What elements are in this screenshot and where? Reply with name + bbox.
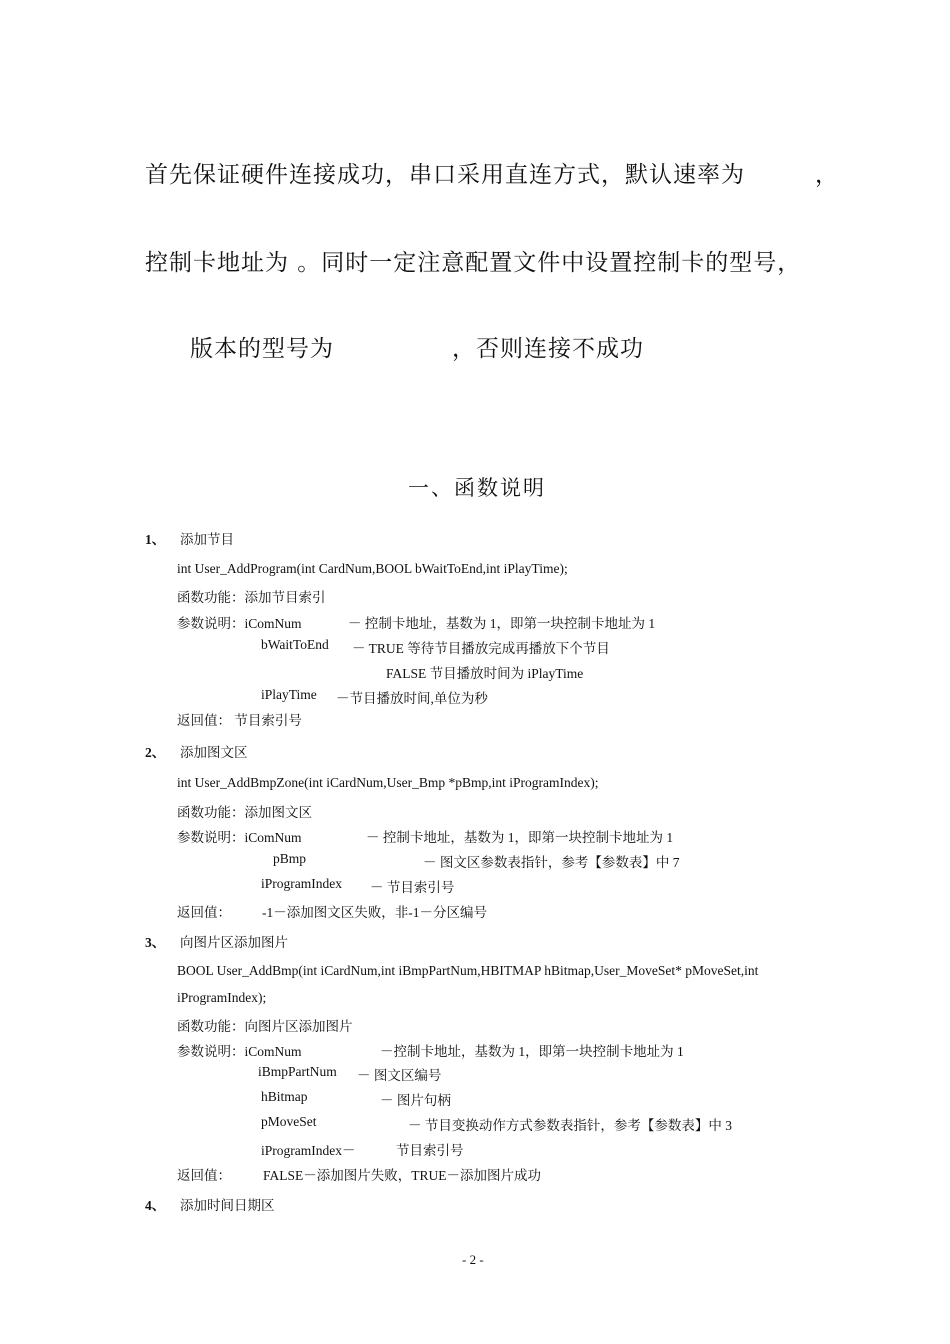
section-3-function: 函数功能：向图片区添加图片: [177, 1019, 353, 1034]
section-2-function: 函数功能：添加图文区: [177, 805, 312, 820]
section-1-param-3-name: iPlayTime: [261, 687, 317, 702]
section-1-param-2-name: bWaitToEnd: [261, 637, 329, 652]
section-3-param-label: 参数说明：iComNum: [177, 1044, 302, 1059]
intro-line-3-a: 版本的型号为: [190, 336, 334, 362]
section-1-function: 函数功能：添加节目索引: [177, 590, 326, 605]
intro-line-1-a: 首先保证硬件连接成功，串口采用直连方式，默认速率为: [145, 162, 745, 188]
section-1-return: 返回值： 节目索引号: [177, 713, 302, 728]
section-3-param-3-name: hBitmap: [261, 1089, 308, 1104]
section-3-declaration: BOOL User_AddBmp(int iCardNum,int iBmpPartNum,HBITMAP hBitmap,User_MoveSet* pMoveSet,int: [177, 963, 759, 978]
section-1-declaration: int User_AddProgram(int CardNum,BOOL bWaitToEnd,int iPlayTime);: [177, 561, 568, 576]
section-2-param-2-desc: － 图文区参数表指针，参考【参数表】中 7: [423, 855, 680, 870]
section-2-param-2-name: pBmp: [273, 851, 307, 866]
section-2-title: 添加图文区: [180, 745, 248, 761]
section-heading: 一、函数说明: [408, 476, 546, 500]
section-3-return-value: FALSE－添加图片失败，TRUE－添加图片成功: [263, 1168, 542, 1183]
section-3-param-5-desc: 节目索引号: [396, 1143, 464, 1158]
section-2-return-value: -1－添加图文区失败，非-1－分区编号: [262, 905, 487, 920]
section-1-param-1-desc: － 控制卡地址，基数为 1，即第一块控制卡地址为 1: [348, 616, 656, 631]
section-3-declaration-2: iProgramIndex);: [177, 990, 267, 1005]
section-1-title: 添加节目: [180, 532, 234, 548]
intro-line-2: 控制卡地址为 。同时一定注意配置文件中设置控制卡的型号，: [145, 250, 802, 276]
intro-line-3-b: ，否则连接不成功: [452, 336, 644, 362]
section-3-param-2-name: iBmpPartNum: [258, 1064, 337, 1079]
section-3-number: 3、: [145, 935, 166, 950]
section-3-param-5-name: iProgramIndex－: [261, 1143, 356, 1158]
section-1-param-2-desc: － TRUE 等待节目播放完成再播放下个节目: [352, 641, 610, 656]
intro-line-1-b: ，: [815, 162, 839, 188]
section-2-param-3-name: iProgramIndex: [261, 876, 342, 891]
section-4-title: 添加时间日期区: [180, 1198, 275, 1214]
section-3-param-4-name: pMoveSet: [261, 1114, 317, 1129]
section-2-number: 2、: [145, 745, 166, 760]
section-1-param-label: 参数说明：iComNum: [177, 616, 302, 631]
section-1-number: 1、: [145, 532, 166, 547]
page-number: - 2 -: [462, 1252, 484, 1267]
section-2-return-label: 返回值：: [177, 905, 231, 920]
section-2-param-1-desc: － 控制卡地址，基数为 1，即第一块控制卡地址为 1: [366, 830, 674, 845]
section-3-param-1-desc: －控制卡地址，基数为 1，即第一块控制卡地址为 1: [380, 1044, 684, 1059]
section-3-param-2-desc: － 图文区编号: [357, 1068, 442, 1083]
section-2-declaration: int User_AddBmpZone(int iCardNum,User_Bmp *pBmp,int iProgramIndex);: [177, 775, 599, 790]
section-3-title: 向图片区添加图片: [180, 935, 288, 951]
section-3-param-4-desc: － 节目变换动作方式参数表指针，参考【参数表】中 3: [408, 1118, 732, 1133]
section-2-param-label: 参数说明：iComNum: [177, 830, 302, 845]
section-4-number: 4、: [145, 1198, 166, 1213]
section-1-param-3-desc: －节目播放时间,单位为秒: [336, 691, 488, 706]
section-1-param-2-desc-2: FALSE 节目播放时间为 iPlayTime: [386, 666, 584, 681]
section-3-return-label: 返回值：: [177, 1168, 231, 1183]
section-2-param-3-desc: － 节目索引号: [370, 880, 455, 895]
section-3-param-3-desc: － 图片句柄: [380, 1093, 451, 1108]
